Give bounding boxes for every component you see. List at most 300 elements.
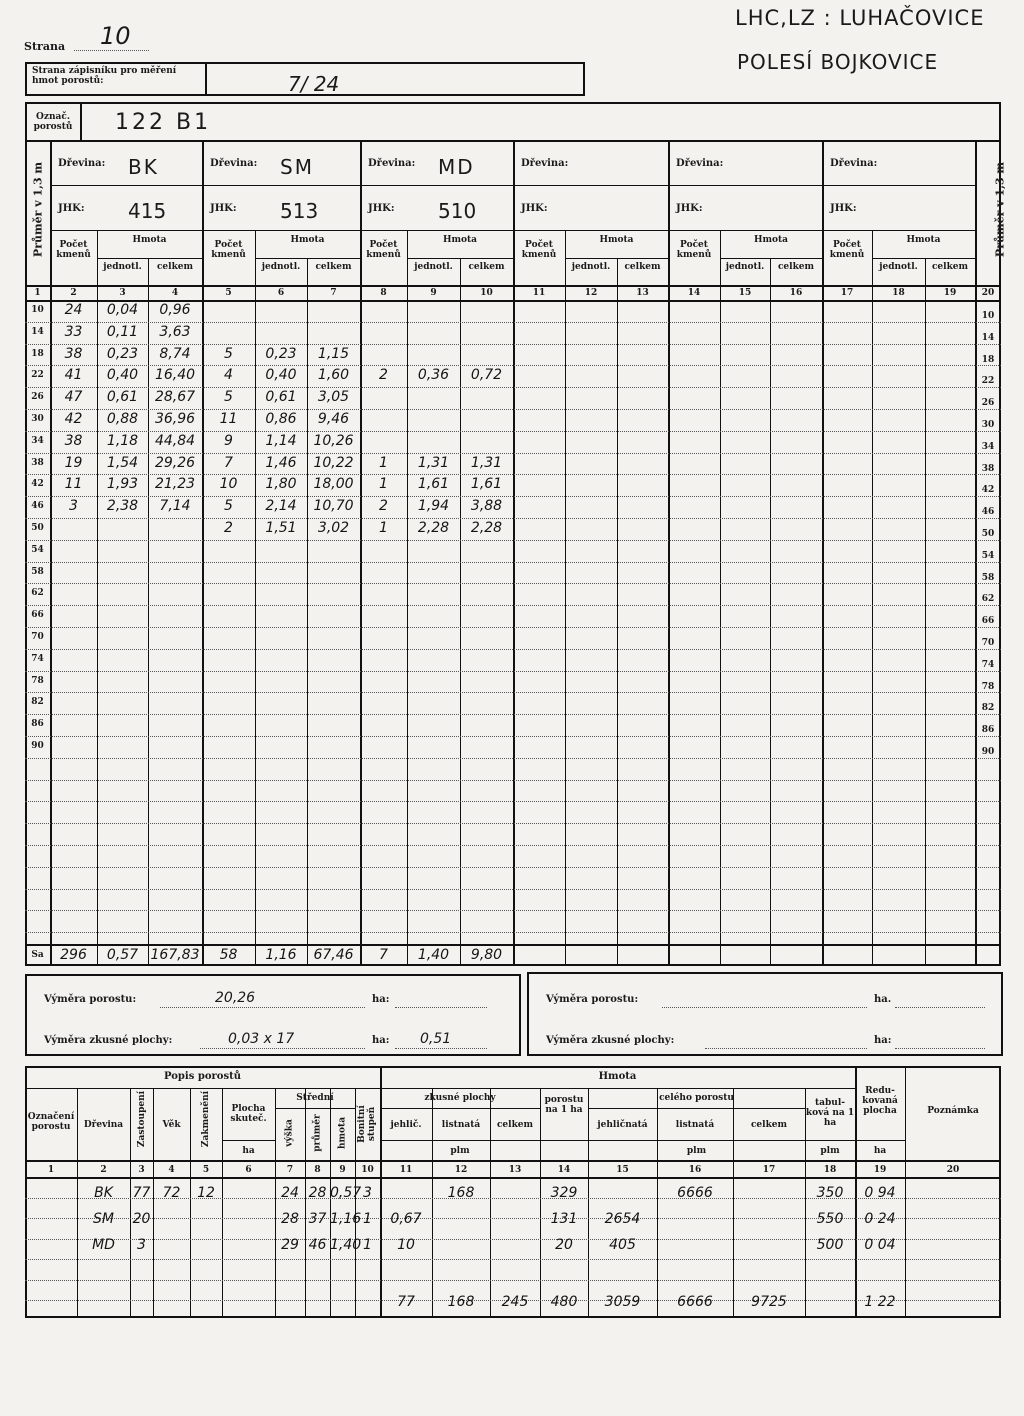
- data-cell-r3-c3: 0,23: [106, 345, 139, 362]
- diameter-left-54: 54: [31, 544, 44, 555]
- vymera-zkusne-label: Výměra zkusné plochy:: [44, 1035, 173, 1046]
- hmota-label-3: Hmota: [442, 235, 478, 245]
- data-cell-r6-c5: 11: [219, 411, 238, 427]
- data-cell-r6-c6: 0,86: [265, 411, 297, 427]
- data-cell-r11-c10: 2,28: [470, 520, 503, 536]
- col-number-8: 8: [380, 288, 387, 298]
- jednotl-label-4: jednotl.: [571, 262, 611, 272]
- diameter-right-10: 10: [981, 311, 995, 321]
- ha-label-2: ha:: [372, 1035, 390, 1046]
- drevina-label-2: Dřevina:: [210, 158, 258, 169]
- sum-cell-c2: 296: [60, 947, 87, 963]
- btotal-jehlic: 77: [397, 1294, 415, 1310]
- data-cell-r6-c7: 9,46: [317, 411, 350, 427]
- bcol-number-4: 4: [168, 1165, 175, 1175]
- data-cell-r11-c6: 1,51: [265, 520, 297, 536]
- drevina-value-3: MD: [438, 155, 475, 179]
- drevina-value-1: BK: [128, 155, 159, 179]
- bcol-number-13: 13: [508, 1165, 522, 1175]
- bcol-number-1: 1: [47, 1165, 55, 1175]
- jhk-label-5: JHK:: [676, 203, 703, 214]
- strana-value: 10: [100, 22, 131, 50]
- col-number-10: 10: [480, 288, 493, 298]
- oznac-label: Označ. porostů: [33, 112, 73, 132]
- data-cell-r10-c10: 3,88: [470, 498, 503, 515]
- brow-3-hmota: 1,40: [330, 1237, 362, 1253]
- redukovana-label: Redu-kovaná plocha: [862, 1086, 898, 1116]
- col-number-9: 9: [430, 288, 437, 298]
- diameter-left-82: 82: [31, 697, 44, 708]
- data-cell-r9-c3: 1,93: [106, 476, 139, 493]
- sa-label: Sa: [31, 950, 44, 960]
- brow-2-jehlic: 0,67: [390, 1211, 422, 1227]
- pocet-label-4: Počet kmenů: [521, 240, 557, 260]
- celkem-label-5: celkem: [777, 262, 815, 272]
- diameter-right-54: 54: [981, 550, 995, 561]
- diameter-left-22: 22: [31, 370, 44, 381]
- diameter-left-26: 26: [31, 392, 44, 403]
- data-cell-r10-c2: 3: [69, 498, 78, 515]
- diameter-right-30: 30: [981, 420, 995, 430]
- data-cell-r5-c3: 0,61: [106, 389, 139, 406]
- col-bonita: Bonitní stupeň: [357, 1105, 377, 1143]
- zapisnik-label: Strana zápisníku pro měření hmot porostů:: [32, 66, 177, 86]
- diameter-right-78: 78: [981, 681, 995, 692]
- vymera-porostu-value: 20,26: [215, 990, 256, 1006]
- brow-3-drevina: MD: [92, 1237, 115, 1253]
- btotal-listnata: 168: [447, 1294, 475, 1310]
- diameter-left-74: 74: [31, 653, 44, 664]
- data-cell-r10-c5: 5: [224, 498, 233, 515]
- diameter-left-30: 30: [31, 414, 44, 424]
- data-cell-r3-c6: 0,23: [265, 345, 297, 362]
- sum-cell-c3: 0,57: [106, 947, 139, 963]
- popis-label: Popis porostů: [164, 1071, 241, 1082]
- pocet-label-2: Počet kmenů: [211, 240, 246, 260]
- data-cell-r11-c8: 1: [379, 520, 388, 536]
- data-cell-r10-c9: 1,94: [417, 498, 450, 515]
- btotal-red: 1 22: [864, 1294, 896, 1310]
- porostu-label: porostu na 1 ha: [544, 1095, 584, 1115]
- col-number-18: 18: [892, 288, 905, 298]
- hmota-label-4: Hmota: [599, 235, 634, 245]
- data-cell-r7-c3: 1,18: [106, 432, 139, 449]
- brow-3-vyska: 29: [281, 1237, 299, 1253]
- data-cell-r4-c5: 4: [224, 367, 233, 384]
- bcol-number-19: 19: [873, 1165, 887, 1175]
- data-cell-r8-c8: 1: [379, 454, 388, 471]
- col-jehlicnata: jehličnatá: [597, 1120, 648, 1130]
- brow-1-tab: 350: [816, 1185, 844, 1201]
- diameter-right-34: 34: [981, 441, 995, 452]
- col-number-19: 19: [943, 288, 957, 298]
- data-cell-r8-c6: 1,46: [265, 454, 297, 471]
- lhc-line1: LHC,LZ : LUHAČOVICE: [735, 6, 985, 30]
- oznac-value: 122 B1: [115, 110, 212, 135]
- brow-3-jehlic: 10: [397, 1237, 415, 1253]
- data-cell-r10-c6: 2,14: [265, 498, 297, 515]
- diameter-left-78: 78: [31, 675, 44, 686]
- col-zakmeneni: Zakmenění: [201, 1090, 211, 1148]
- col-number-16: 16: [789, 288, 803, 298]
- brow-2-red: 0 24: [864, 1211, 896, 1227]
- data-cell-r5-c4: 28,67: [154, 389, 196, 406]
- sum-cell-c7: 67,46: [313, 947, 354, 963]
- diameter-right-50: 50: [981, 529, 995, 539]
- col-celkem: celkem: [496, 1120, 534, 1130]
- col-number-15: 15: [738, 288, 752, 298]
- celkem-label-2: celkem: [315, 262, 352, 272]
- col-vek: Věk: [162, 1120, 181, 1130]
- jhk-value-3: 510: [438, 199, 477, 223]
- zkusne-plochy-label: zkusné plochy: [424, 1093, 496, 1103]
- vymera-porostu-label-r: Výměra porostu:: [546, 994, 639, 1005]
- diameter-left-46: 46: [31, 501, 44, 512]
- bcol-number-3: 3: [138, 1165, 145, 1175]
- col-hmota: hmota: [337, 1116, 348, 1150]
- brow-2-bonita: 1: [363, 1211, 372, 1227]
- brow-2-c_jehl: 2654: [604, 1211, 641, 1227]
- data-cell-r9-c5: 10: [219, 476, 238, 493]
- col-drevina: Dřevina: [83, 1120, 124, 1130]
- data-cell-r7-c4: 44,84: [154, 432, 196, 449]
- vymera-porostu-label: Výměra porostu:: [44, 994, 137, 1005]
- zapisnik-value: 7/ 24: [288, 72, 340, 96]
- data-cell-r5-c2: 47: [64, 389, 83, 406]
- pocet-label-3: Počet kmenů: [366, 240, 401, 260]
- data-cell-r3-c2: 38: [64, 345, 83, 362]
- sum-cell-c9: 1,40: [417, 947, 450, 963]
- sum-cell-c10: 9,80: [470, 947, 503, 963]
- diameter-right-26: 26: [981, 398, 995, 409]
- col-number-11: 11: [532, 288, 546, 298]
- data-cell-r8-c5: 7: [224, 454, 233, 471]
- strana-label: Strana: [24, 40, 66, 53]
- diameter-left-90: 90: [31, 741, 44, 751]
- brow-3-zast: 3: [137, 1237, 146, 1253]
- diameter-right-70: 70: [981, 638, 995, 648]
- data-cell-r9-c4: 21,23: [154, 476, 196, 493]
- drevina-label-3: Dřevina:: [368, 158, 416, 169]
- sum-cell-c8: 7: [379, 947, 388, 963]
- prumer-label-left: Průměr v 1,3 m: [31, 161, 45, 258]
- jednotl-label-6: jednotl.: [879, 262, 918, 272]
- diameter-left-86: 86: [31, 719, 44, 730]
- btotal-c_jehl: 3059: [604, 1294, 641, 1310]
- tabulkova-label: tabul-ková na 1 ha: [805, 1098, 855, 1128]
- brow-1-na1ha: 329: [550, 1185, 578, 1201]
- brow-3-tab: 500: [816, 1237, 844, 1253]
- col-oznaceni: Označení porostu: [27, 1112, 75, 1132]
- data-cell-r3-c7: 1,15: [317, 345, 350, 362]
- data-cell-r2-c3: 0,11: [106, 323, 139, 340]
- vymera-zkusne-label-r: Výměra zkusné plochy:: [546, 1035, 675, 1046]
- poznamka-label: Poznámka: [927, 1106, 979, 1116]
- col-zastoupeni: Zastoupení: [137, 1090, 147, 1148]
- bcol-number-10: 10: [361, 1165, 374, 1175]
- data-cell-r6-c2: 42: [64, 411, 83, 427]
- jhk-value-2: 513: [280, 199, 319, 223]
- diameter-right-58: 58: [981, 572, 995, 583]
- bcol-number-15: 15: [616, 1165, 629, 1175]
- data-cell-r8-c4: 29,26: [154, 454, 196, 471]
- col-number-13: 13: [636, 288, 649, 298]
- data-cell-r7-c7: 10,26: [313, 432, 354, 449]
- celeho-label: celého porostu: [659, 1093, 734, 1103]
- col-number-12: 12: [584, 288, 598, 298]
- drevina-label-1: Dřevina:: [58, 158, 106, 169]
- data-cell-r5-c7: 3,05: [317, 389, 350, 406]
- data-cell-r1-c4: 0,96: [159, 302, 191, 318]
- diameter-right-74: 74: [981, 659, 995, 670]
- diameter-right-62: 62: [981, 594, 995, 605]
- jednotl-label-2: jednotl.: [261, 262, 301, 272]
- diameter-right-38: 38: [981, 463, 995, 474]
- diameter-left-18: 18: [31, 348, 44, 359]
- col-number-1: 1: [34, 288, 41, 298]
- jednotl-label-5: jednotl.: [725, 262, 765, 272]
- data-cell-r2-c4: 3,63: [159, 323, 191, 340]
- brow-1-vek: 72: [162, 1185, 181, 1201]
- diameter-right-82: 82: [981, 703, 995, 714]
- data-cell-r3-c4: 8,74: [159, 345, 191, 362]
- col-listnata2: listnatá: [675, 1120, 715, 1130]
- celkem-label-3: celkem: [468, 262, 505, 272]
- data-cell-r9-c8: 1: [379, 476, 388, 493]
- data-cell-r1-c2: 24: [64, 302, 83, 318]
- brow-2-drevina: SM: [93, 1211, 114, 1227]
- diameter-left-62: 62: [31, 588, 44, 599]
- ha-label: ha: [873, 1146, 887, 1156]
- col-number-5: 5: [225, 288, 232, 298]
- sum-cell-c6: 1,16: [265, 947, 297, 963]
- jhk-label-6: JHK:: [830, 203, 857, 214]
- diameter-right-66: 66: [981, 616, 995, 627]
- brow-1-listnata: 168: [447, 1185, 475, 1201]
- brow-1-drevina: BK: [94, 1185, 113, 1201]
- data-cell-r9-c6: 1,80: [265, 476, 297, 493]
- jhk-value-1: 415: [128, 199, 167, 223]
- brow-1-vyska: 24: [281, 1185, 299, 1201]
- col-prumer: průměr: [312, 1114, 323, 1152]
- data-cell-r6-c4: 36,96: [154, 411, 196, 427]
- data-cell-r5-c6: 0,61: [265, 389, 297, 406]
- bcol-number-8: 8: [314, 1165, 321, 1175]
- data-cell-r11-c9: 2,28: [417, 520, 450, 536]
- hmota-label-6: Hmota: [906, 235, 941, 245]
- data-cell-r4-c3: 0,40: [106, 367, 139, 384]
- bcol-number-17: 17: [762, 1165, 776, 1175]
- diameter-left-10: 10: [31, 305, 44, 315]
- data-cell-r9-c9: 1,61: [417, 476, 450, 493]
- brow-1-bonita: 3: [363, 1185, 372, 1201]
- drevina-label-5: Dřevina:: [676, 158, 724, 169]
- data-cell-r8-c2: 19: [64, 454, 83, 471]
- bcol-number-7: 7: [286, 1165, 294, 1175]
- data-cell-r8-c3: 1,54: [106, 454, 139, 471]
- jhk-label-2: JHK:: [210, 203, 237, 214]
- data-cell-r7-c5: 9: [224, 432, 233, 449]
- ha-label-1: ha:: [372, 994, 390, 1005]
- drevina-label-6: Dřevina:: [830, 158, 878, 169]
- hmota-label: Hmota: [598, 1071, 637, 1082]
- data-cell-r4-c8: 2: [379, 367, 388, 384]
- col-jehlic: jehlič.: [390, 1120, 422, 1130]
- hmota-label-2: Hmota: [290, 235, 325, 245]
- col-vyska: výška: [284, 1119, 295, 1147]
- jhk-label-3: JHK:: [368, 203, 395, 214]
- col-number-14: 14: [687, 288, 701, 298]
- diameter-left-34: 34: [31, 435, 44, 446]
- btotal-c_celk: 9725: [751, 1294, 787, 1310]
- drevina-value-2: SM: [280, 155, 314, 179]
- data-cell-r10-c4: 7,14: [159, 498, 191, 515]
- sum-cell-c5: 58: [219, 947, 238, 963]
- diameter-left-50: 50: [31, 523, 44, 533]
- data-cell-r8-c9: 1,31: [417, 454, 450, 471]
- bcol-number-6: 6: [245, 1165, 252, 1175]
- brow-1-zakm: 12: [197, 1185, 215, 1201]
- btotal-na1ha: 480: [550, 1294, 578, 1310]
- celkem-label-1: celkem: [156, 262, 194, 272]
- jednotl-label-1: jednotl.: [103, 262, 142, 272]
- col-number-17: 17: [840, 288, 854, 298]
- btotal-celkem: 245: [501, 1294, 529, 1310]
- col-plocha: Plocha skuteč.: [230, 1104, 267, 1124]
- bcol-number-20: 20: [946, 1165, 960, 1175]
- diameter-right-18: 18: [981, 354, 995, 365]
- stredni-label: Střední: [296, 1093, 334, 1103]
- data-cell-r6-c3: 0,88: [106, 411, 139, 427]
- diameter-right-42: 42: [981, 485, 995, 496]
- vymera-zkusne-value: 0,03 x 17: [228, 1031, 295, 1047]
- brow-1-zast: 77: [132, 1185, 151, 1201]
- celkem-label-4: celkem: [624, 262, 661, 272]
- data-cell-r9-c7: 18,00: [313, 476, 354, 493]
- data-cell-r3-c5: 5: [224, 345, 233, 362]
- zkusne-ha-value: 0,51: [420, 1031, 452, 1047]
- bcol-number-12: 12: [454, 1165, 468, 1175]
- col-plocha-unit: ha: [242, 1146, 255, 1156]
- data-cell-r9-c10: 1,61: [470, 476, 503, 493]
- diameter-left-66: 66: [31, 610, 44, 621]
- diameter-right-90: 90: [981, 747, 995, 757]
- brow-2-prumer: 37: [308, 1211, 327, 1227]
- data-cell-r4-c2: 41: [64, 367, 83, 384]
- data-cell-r2-c2: 33: [64, 323, 83, 340]
- prumer-label-right: Průměr v 1,3 m: [993, 161, 1007, 258]
- pocet-label-5: Počet kmenů: [676, 240, 712, 260]
- hmota-label-1: Hmota: [132, 235, 167, 245]
- data-cell-r7-c6: 1,14: [265, 432, 297, 449]
- celkem-label-6: celkem: [931, 262, 969, 272]
- diameter-left-14: 14: [31, 326, 44, 337]
- data-cell-r10-c8: 2: [379, 498, 388, 515]
- bcol-number-18: 18: [823, 1165, 837, 1175]
- col-celkem2: celkem: [750, 1120, 788, 1130]
- brow-2-vyska: 28: [281, 1211, 299, 1227]
- btotal-c_list: 6666: [677, 1294, 713, 1310]
- diameter-right-14: 14: [981, 332, 995, 343]
- ha-label-r2: ha:: [874, 1035, 892, 1046]
- data-cell-r11-c7: 3,02: [317, 520, 350, 536]
- col-number-2: 2: [70, 288, 77, 298]
- data-cell-r4-c7: 1,60: [317, 367, 350, 384]
- col-number-4: 4: [171, 288, 179, 298]
- col-number-6: 6: [277, 288, 285, 298]
- brow-1-red: 0 94: [864, 1185, 896, 1201]
- brow-3-prumer: 46: [308, 1237, 327, 1253]
- data-cell-r7-c2: 38: [64, 432, 83, 449]
- lhc-line2: POLESÍ BOJKOVICE: [737, 50, 939, 74]
- data-cell-r11-c5: 2: [224, 520, 233, 536]
- pocet-label-6: Počet kmenů: [829, 240, 865, 260]
- data-cell-r8-c7: 10,22: [313, 454, 354, 471]
- brow-2-zast: 20: [132, 1211, 151, 1227]
- diameter-right-22: 22: [981, 376, 995, 387]
- bcol-number-14: 14: [557, 1165, 571, 1175]
- jhk-label-1: JHK:: [58, 203, 85, 214]
- data-cell-r10-c3: 2,38: [106, 498, 139, 515]
- data-cell-r4-c4: 16,40: [154, 367, 196, 384]
- col-number-3: 3: [119, 288, 126, 298]
- data-cell-r1-c3: 0,04: [106, 302, 139, 318]
- plm2-label: plm: [686, 1146, 707, 1156]
- bcol-number-5: 5: [202, 1165, 210, 1175]
- jednotl-label-3: jednotl.: [414, 262, 453, 272]
- col-number-7: 7: [330, 288, 337, 298]
- diameter-left-38: 38: [31, 457, 44, 468]
- diameter-left-42: 42: [31, 479, 44, 490]
- col-number-20: 20: [981, 288, 995, 298]
- plm-label: plm: [450, 1146, 470, 1156]
- diameter-left-58: 58: [31, 566, 44, 577]
- brow-3-bonita: 1: [363, 1237, 372, 1253]
- brow-3-red: 0 04: [864, 1237, 896, 1253]
- data-cell-r9-c2: 11: [64, 476, 83, 493]
- brow-3-c_jehl: 405: [609, 1237, 636, 1253]
- brow-1-prumer: 28: [308, 1185, 327, 1201]
- brow-3-na1ha: 20: [555, 1237, 573, 1253]
- data-cell-r8-c10: 1,31: [470, 454, 503, 471]
- bcol-number-9: 9: [339, 1165, 346, 1175]
- data-cell-r10-c7: 10,70: [313, 498, 354, 515]
- data-cell-r4-c6: 0,40: [265, 367, 297, 384]
- brow-2-na1ha: 131: [550, 1211, 578, 1227]
- bcol-number-16: 16: [688, 1165, 702, 1175]
- diameter-right-46: 46: [981, 507, 995, 518]
- diameter-right-86: 86: [981, 725, 995, 736]
- jhk-label-4: JHK:: [521, 203, 548, 214]
- bcol-number-11: 11: [399, 1165, 413, 1175]
- drevina-label-4: Dřevina:: [521, 158, 569, 169]
- data-cell-r4-c10: 0,72: [470, 367, 503, 384]
- diameter-left-70: 70: [31, 632, 44, 642]
- brow-1-hmota: 0,57: [330, 1185, 362, 1201]
- brow-2-hmota: 1,16: [330, 1211, 362, 1227]
- ha-label-r1: ha.: [874, 994, 892, 1005]
- pocet-label-1: Počet kmenů: [56, 240, 91, 260]
- bcol-number-2: 2: [100, 1165, 107, 1175]
- brow-1-c_list: 6666: [677, 1185, 713, 1201]
- data-cell-r4-c9: 0,36: [417, 367, 450, 384]
- hmota-label-5: Hmota: [753, 235, 789, 245]
- plm3-label: plm: [820, 1146, 840, 1156]
- sum-cell-c4: 167,83: [150, 947, 200, 963]
- col-listnata: listnatá: [441, 1120, 481, 1130]
- brow-2-tab: 550: [816, 1211, 844, 1227]
- data-cell-r5-c5: 5: [224, 389, 233, 406]
